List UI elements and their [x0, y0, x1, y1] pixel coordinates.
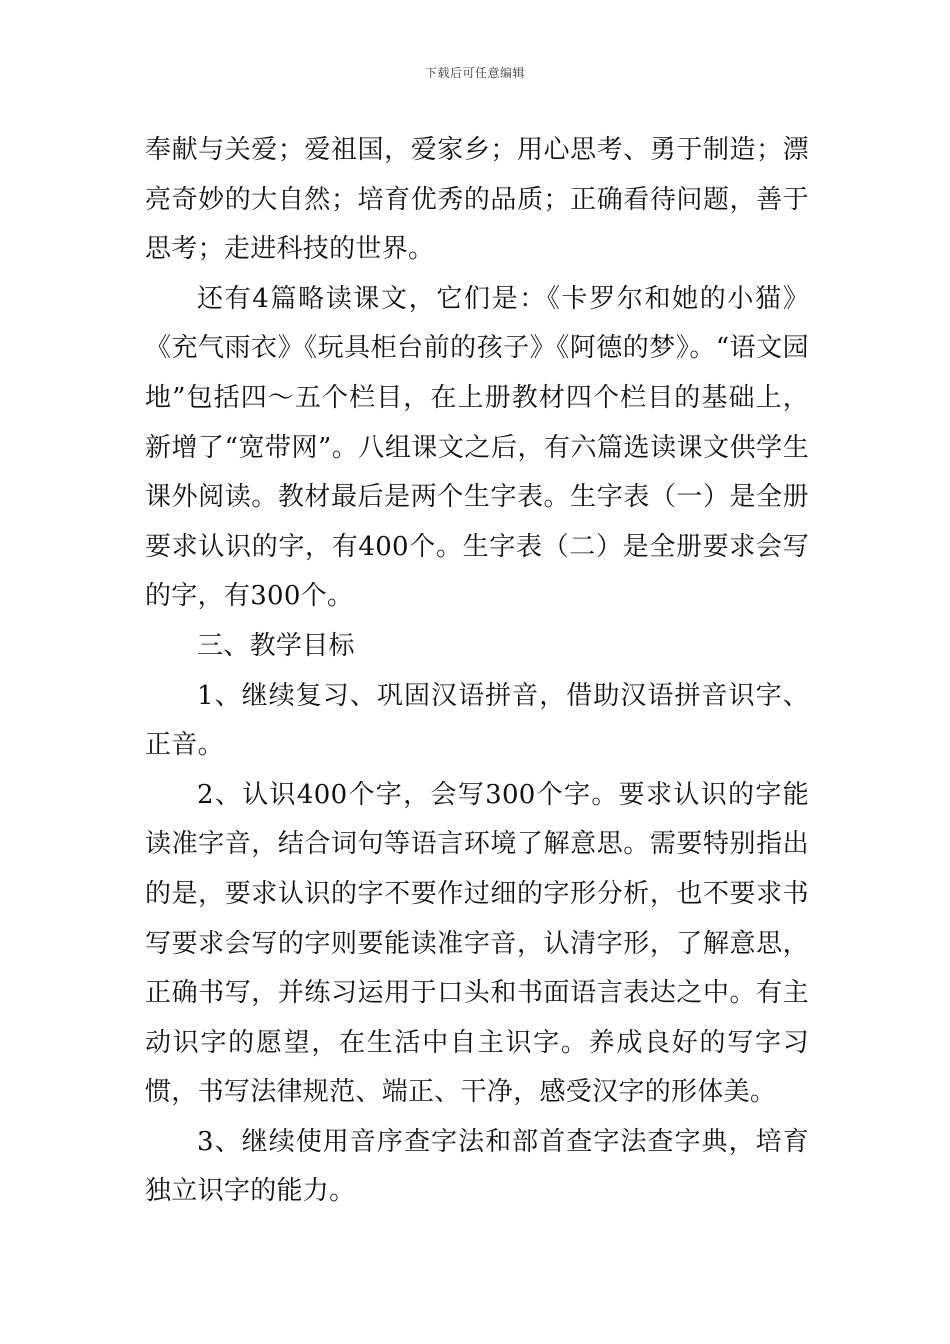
page-header: 下载后可任意编辑 — [424, 66, 525, 80]
section-heading-teaching-goals: 三、教学目标 — [197, 630, 355, 661]
document-body — [145, 126, 809, 1217]
goal-item-3: 3、继续使用音序查字法和部首查字法查字典，培育独立识字的能力。 — [145, 1126, 809, 1207]
goal-item-2: 2、认识400个字，会写300个字。要求认识的字能读准字音，结合词句等语言环境了解意思。需要特别指出的是，要求认识的字不要作过细的字形分析，也不要求书写要求会写的字则要能读准字音，认清字形，了解意思，正确书写，并练习运用于口头和书面语言表达之中。有主动识字的愿望，在生活中自主识字。养成良好的写字习惯，书写法律规范、端正、干净，感受汉字的形体美。 — [145, 779, 809, 1108]
paragraph-continued: 奉献与关爱；爱祖国，爱家乡；用心思考、勇于制造；漂亮奇妙的大自然；培育优秀的品质；正确看待问题，善于思考；走进科技的世界。 — [145, 135, 809, 265]
paragraph-reading-texts: 还有4篇略读课文，它们是：《卡罗尔和她的小猫》《充气雨衣》《玩具柜台前的孩子》《阿德的梦》。“语文园地”包括四～五个栏目，在上册教材四个栏目的基础上，新增了“宽带网”。八组课文之后，有六篇选读课文供学生课外阅读。教材最后是两个生字表。生字表（一）是全册要求认识的字，有400个。生字表（二）是全册要求会写的字，有300个。 — [145, 283, 809, 612]
goal-item-1: 1、继续复习、巩固汉语拼音，借助汉语拼音识字、正音。 — [145, 680, 809, 761]
